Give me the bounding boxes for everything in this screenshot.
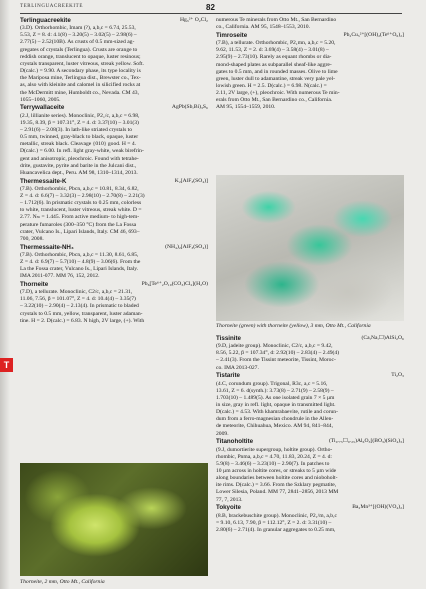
entry-text-line: Z = 4. d: 6.6(7) – 3.32(3) – 2.98(10) – 2.70(8) – 2.21(3) [20, 192, 145, 199]
entry-text-line: to white, translucent, luster vitreous, streak white. D = [20, 207, 142, 214]
entry-text-line: crystals to 0.5 mm, yellow, transparent, luster adaman- [20, 310, 143, 317]
entry-heading [216, 438, 404, 446]
entry-text-line: mond-shaped plates as subparallel sheaf-like aggre- [216, 61, 332, 68]
entry-text-line: reddish orange, translucent to opaque, luster resinous; [20, 53, 141, 60]
entry-text-line: (2.J, lillianite series). Monoclinic, P2₁/c, a,b,c = 6.98, [20, 112, 140, 119]
entry-text-line: La the Fossa crater, Vulcano Is., Lipari Islands, Italy. [20, 266, 139, 273]
mineral-entry [20, 17, 208, 104]
entry-text-line: – 2.91(6) – 2.08(3). In lath-like striated crystals to [20, 126, 133, 133]
entry-text-line: (8.B, brackebuschite group). Monoclinic, P2₁/m, a,b,c [216, 512, 337, 519]
entry-heading [20, 17, 208, 25]
mineral-formula: Pb₆[Te⁶⁺₂O₁₀(CO₃)Cl₂](H₂O) [141, 281, 208, 287]
entry-text-line: 700, 2008. [20, 235, 44, 242]
entry-text-line: (7.B). Orthorhombic, Pbcn, a,b,c = 11.30, 8.61, 6.85, [20, 251, 139, 258]
entry-text-line: D(calc.) = 4.53. With khamrabaevite, rutile and corun- [216, 409, 338, 416]
mineral-formula: Ba₂Mn³⁺[(OH)(VO₄)₂] [352, 504, 404, 511]
mineral-formula: AgPb(Sb,Bi)₃S₆ [171, 104, 208, 111]
mineral-name: Titanoholtite [216, 438, 254, 446]
entry-text-line: (9.J, dumortierite supergroup, holtite group). Ortho- [216, 446, 333, 453]
mineral-entry [20, 281, 208, 325]
entry-text-line: (7.D), a tellurate. Monoclinic, C2/c, a,b,c = 21.31, [20, 289, 133, 296]
book-gutter [0, 0, 10, 589]
mineral-entry [216, 438, 404, 503]
entry-text-line: (7.B). Orthorhombic, Pbcn, a,b,c = 10.81, 8.34, 6.82, [20, 185, 139, 192]
entry-text-line: IMA 2011-077. MM 76, 152, 2012. [20, 273, 100, 280]
entry-text-line: 2.77(5) – 2.52(10B). As crusts of 0.5 mm-sized ag- [20, 39, 135, 46]
mineral-entry [20, 244, 208, 281]
entry-text-line: 1.703(10) – 1.489(5). As one isolated grain 7 × 5 µm [216, 394, 335, 401]
section-thumb-tab[interactable]: T [0, 358, 13, 372]
entry-text-line: – 3.22(10) – 2.90(4) – 2.13(4). In prismatic to bladed [20, 303, 139, 310]
mineral-name: Terlinguacreekite [20, 17, 71, 24]
entry-text-line: gent and anisotropic, pleochroic. Found with tetrahe- [20, 155, 139, 162]
photo-caption-right: Thorneite (green) with thorneite (yellow), 3 mm, Otto Mt., California [216, 323, 371, 329]
entry-text-line: gregates of crystals (Terlingua). Crusts are orange to [20, 46, 138, 53]
right-column-top [216, 17, 404, 112]
entry-text-line: 9.62, 11.53, Z = 2. d: 3.69(4) – 3.58(4) – 3.01(8) – [216, 47, 329, 54]
mineral-formula: K₂[AlF₃(SO₄)] [174, 177, 208, 184]
entry-text-line: (3.D). Orthorhombic, Imam (?), a,b,c = 6.74, 25.53, [20, 25, 136, 32]
entry-text-line: as, also with kleinite and calomel in silicified rocks at [20, 82, 141, 89]
mineral-entry [216, 504, 404, 534]
entry-text-line: 1055–1060, 2005. [20, 96, 61, 103]
entry-text-line: co., California. AM 95, 1548–1553, 2010. [216, 24, 310, 31]
entry-text-line: = 9.10, 6.13, 7.90, β = 112.12°, Z = 2. d: 3.31(10) – [216, 519, 332, 526]
entry-text-line: 2.95(9) – 2.73(10). Rarely as equant rhombs or dia- [216, 54, 332, 61]
entry-text-line: tine. H = 2. D(calc.) = 6.83. N high, 2V large, (+). With [20, 317, 145, 324]
entry-text-line: – 2.41(3). From the Tissint meteorite, Tissint, Moroc- [216, 357, 336, 364]
mineral-name: Thermessaite-K [20, 177, 67, 185]
entry-text-line: metallic, streak black. Cleavage {010} good. H = 4. [20, 141, 137, 148]
entry-text-line: 13.61, Z = 6. d(synth.): 3.73(8) – 2.71(9) – 2.58(9) – [216, 387, 334, 394]
entry-text-line: in size, gray in refl. light, opaque in transmitted light. [216, 402, 336, 408]
entry-text-line: green, luster dull to adamantine, streak very pale yel- [216, 75, 335, 82]
mineral-entry [216, 17, 404, 31]
mineral-formula: (NH₄)₂[AlF₃(SO₄)] [165, 243, 208, 250]
entry-heading [20, 104, 208, 112]
entry-text-line: 8.56, 5.22, β = 107.34°, d: 2.92(10) – 2.83(4) – 2.49(4) [216, 350, 340, 357]
entry-text-line: 0.5 mm, twinned, gray-black to black, opaque, luster [20, 134, 139, 141]
entry-text-line: 77, 7, 2013. [216, 496, 243, 503]
entry-text-line: D(calc.) = 9.90. A secondary phase, its type locality is [20, 68, 141, 75]
entry-text-line: ite rims. D(calc.) = 3.66. From the Szklary pegmatite, [216, 482, 337, 489]
mineral-name: Tissinite [216, 335, 241, 342]
mineral-formula: (Ca,Na,☐)AlSi₂O₆ [361, 335, 404, 341]
entry-text-line: co. IMA 2013-027. [216, 364, 259, 371]
entry-text-line: 5.53, Z = 8. d: 4.1(8) – 3.20(5) – 3.02(5) – 2.98(6) – [20, 32, 137, 39]
entry-text-line: 10 µm across in holtite cores, or streaks to 5 µm wide [216, 468, 337, 474]
right-column-bottom [216, 335, 404, 535]
entry-text-line: crystals transparent, luster vitreous, streak yellow. Soft. [20, 60, 144, 67]
entry-heading [20, 244, 208, 252]
photo-caption-left: Thorneite, 2 mm, Otto Mt., California [20, 579, 105, 585]
mineral-formula: Hg₃²⁺ O₂Cl₂ [179, 17, 208, 23]
entry-text-line: 2009. [216, 430, 229, 437]
running-title: TERLINGUACREEKITE [20, 4, 83, 9]
entry-text-line: Huancavelica dept., Peru. AM 98, 1310–1314, 2013. [20, 169, 138, 176]
mineral-name: Timroseite [216, 31, 248, 39]
entry-text-line: gates to 0.5 mm, and in rounded masses. Olive to lime [216, 68, 338, 75]
mineral-photo-thorneite [20, 463, 208, 576]
entry-text-line: 2.80(6) – 2.71(4). In granular aggregates to 0.25 mm, [216, 526, 336, 533]
left-column [20, 17, 208, 326]
entry-text-line: drite, gustavite, pyrite and barite in the Julcani dist., [20, 162, 137, 169]
mineral-formula: Pb₂Cu₅²⁺[(OH)₂(Te⁶⁺O₆)₂] [343, 31, 404, 38]
entry-heading [216, 335, 404, 343]
entry-text-line: 19.35, 8.39, β = 107.31°, Z = 4. d: 3.37(10) – 3.01(3) [20, 119, 139, 126]
mineral-formula: (Ti₀.₇₅☐₀.₂₅)Al₆O₃[(BO₃)(SiO₄)₃] [328, 438, 404, 445]
entry-text-line: 5.9(8) – 3.46(6) – 3.23(10) – 2.90(7). In patches to [216, 460, 330, 467]
entry-heading [20, 281, 208, 289]
entry-text-line: the McDermitt mine, Humboldt co., Nevada. CM 43, [20, 89, 140, 96]
entry-text-line: (7.B), a tellurate. Orthorhombic, P2₁mn, a,b,c = 5.20, [216, 40, 336, 47]
entry-text-line: rhombic, Pnma, a,b,c = 4.70, 11.83, 20.24, Z = 4. d: [216, 453, 332, 460]
entry-text-line: AM 95, 1554–1559, 2010. [216, 104, 276, 111]
entry-heading [20, 178, 208, 186]
entry-text-line: along boundaries between holtite cores and nioboholt- [216, 475, 338, 482]
mineral-photo-thorneite-green [216, 175, 404, 321]
entry-heading [216, 372, 404, 380]
mineral-name: Tokyoite [216, 504, 241, 512]
entry-text-line: D(calc.) = 6.00. In refl. light gray-white, weak birefrin- [20, 148, 144, 155]
entry-text-line: 11.06, 7.56, β = 101.07°, Z = 4. d: 10.4(4) – 3.35(7) [20, 296, 136, 303]
entry-text-line: numerous Te minerals from Otto Mt., San Bernardino [216, 17, 337, 23]
entry-text-line: (4.C, corundum group). Trigonal, R3c, a,c = 5.16, [216, 380, 328, 387]
entry-text-line: Z = 4. d: 6.9(7) – 5.7(10) – 4.8(9) – 3.06(6). From the [20, 258, 141, 265]
entry-text-line: crater, Vulcano Is., Lipari Islands, Italy. CM 46, 693– [20, 228, 140, 235]
entry-text-line: de meteorite, Chihuahua, Mexico. AM 94, 841–844, [216, 423, 333, 430]
mineral-name: Thermessaite-NH₄ [20, 243, 74, 251]
mineral-formula: Ti₂O₃ [391, 372, 404, 379]
mineral-entry [216, 32, 404, 112]
entry-text-line: Lower Silesia, Poland. MM 77, 2841–2856, 2013 MM [216, 489, 339, 496]
entry-text-line: erals from Otto Mt., San Bernardino co., California. [216, 97, 333, 104]
entry-text-line: 2.77. Nₘ = 1.445. From active medium- to high-tem- [20, 214, 140, 221]
mineral-name: Thorneite [20, 281, 49, 288]
entry-text-line: lowish green. H = 2.5. D(calc.) = 6.98. N(calc.) = [216, 83, 327, 89]
entry-text-line: (9.D, jadeite group). Monoclinic, C2/c, a,b,c = 9.42, [216, 343, 333, 350]
mineral-entry [20, 178, 208, 243]
header-rule [20, 13, 402, 14]
entry-heading [216, 504, 404, 512]
entry-text-line: dum from a ferro-magnesian chondrule in the Allen- [216, 416, 334, 423]
entry-text-line: perature fumaroles (300–350 °C) from the La Fossa [20, 221, 137, 228]
mineral-entry [216, 372, 404, 437]
mineral-entry [216, 335, 404, 372]
entry-heading [216, 32, 404, 40]
page-number: 82 [206, 3, 215, 12]
entry-text-line: 2.11, 2V large, (+), pleochroic. With numerous Te min- [216, 90, 340, 97]
entry-text-line: – 1.712(6). In prismatic crystals to 0.25 mm, colorless [20, 200, 142, 207]
mineral-entry [20, 104, 208, 177]
entry-text-line: the Mariposa mine, Terlingua dist., Brewster co., Tex- [20, 75, 141, 82]
mineral-name: Terrywallaceite [20, 104, 65, 112]
mineral-name: Tistarite [216, 372, 240, 380]
